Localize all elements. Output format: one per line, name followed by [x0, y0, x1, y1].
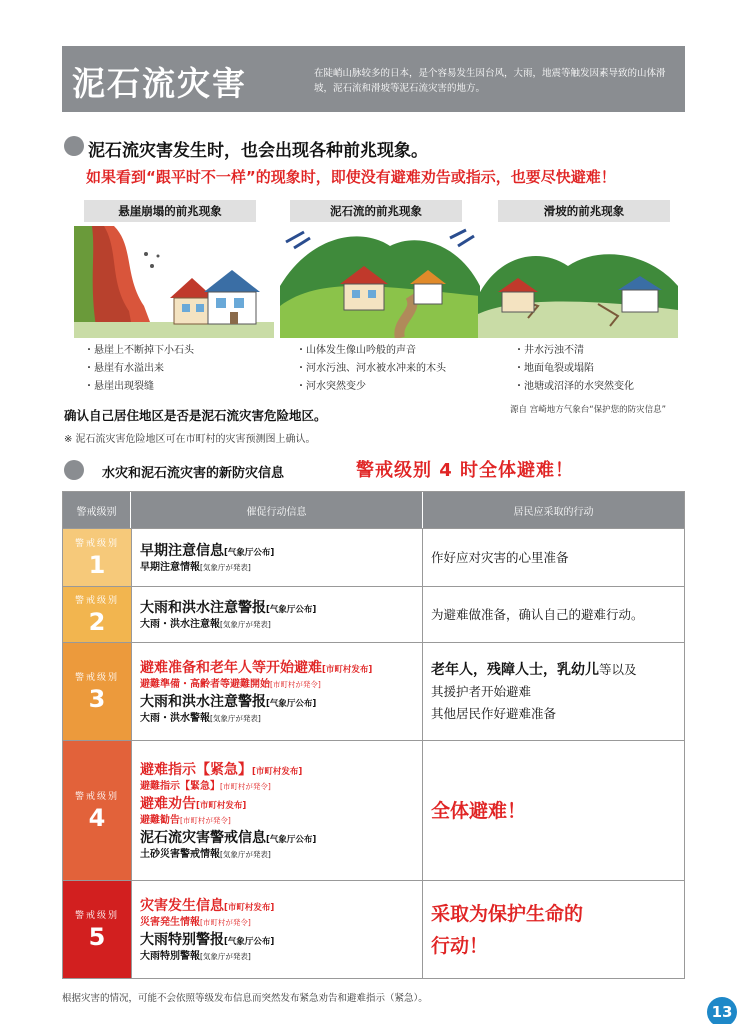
info-cell — [131, 529, 423, 586]
info-cell — [131, 881, 423, 978]
page-number: 13 — [707, 997, 737, 1024]
confirm-text: 确认自己居住地区是否是泥石流灾害危险地区。 — [64, 408, 327, 423]
info-item: 大雨和洪水注意警报[气象厅公布] 大雨・洪水警報[気象庁が発表] — [140, 693, 317, 724]
note-text: ※ 泥石流灾害危险地区可在市町村的灾害预测图上确认。 — [64, 434, 316, 445]
info-item: 灾害发生信息[市町村发布] 災害発生情報[市町村が発令] — [140, 897, 275, 928]
table-row — [63, 586, 684, 642]
list-item: ・地面龟裂或塌陷 — [514, 363, 594, 374]
level-cell: 警戒级别 2 — [63, 587, 131, 642]
section1-title: 泥石流灾害发生时，也会出现各种前兆现象。 — [88, 141, 428, 161]
debris-signs-list — [296, 342, 446, 396]
action-cell: 全体避难！ — [431, 799, 527, 822]
sign-label-debris: 泥石流的前兆现象 — [290, 200, 462, 222]
list-item: ・井水污浊不清 — [514, 345, 584, 356]
info-item: 大雨特别警报[气象厅公布] 大雨特別警報[気象庁が発表] — [140, 931, 275, 962]
list-item: ・山体发生像山吟般的声音 — [296, 345, 416, 356]
sign-label-landslide: 滑坡的前兆现象 — [498, 200, 670, 222]
section2-title: 水灾和泥石流灾害的新防灾信息 — [102, 466, 285, 481]
info-cell — [131, 741, 423, 880]
cliff-signs-list — [84, 342, 194, 396]
page-title: 泥石流灾害 — [72, 64, 247, 103]
list-item: ・悬崖有水溢出来 — [84, 363, 164, 374]
cliff-collapse-illustration — [74, 226, 274, 338]
bullet-dot-icon — [64, 460, 84, 480]
sign-label-cliff: 悬崖崩塌的前兆现象 — [84, 200, 256, 222]
table-row — [63, 740, 684, 880]
table-row — [63, 528, 684, 586]
page-description: 在陡峭山脉较多的日本，是个容易发生因台风，大雨，地震等触发因素导致的山体滑坡，泥石流和滑坡等泥石流灾害的地方。 — [314, 68, 666, 94]
info-item: 泥石流灾害警戒信息[气象厅公布] 土砂災害警戒情報[気象庁が発表] — [140, 829, 317, 860]
list-item: ・池塘或沼泽的水突然变化 — [514, 381, 634, 392]
table-row — [63, 880, 684, 978]
footer-note: 根据灾害的情况，可能不会依照等级发布信息而突然发布紧急劝告和避难指示（紧急）。 — [62, 993, 428, 1004]
header-info: 催促行动信息 — [131, 492, 423, 528]
bullet-dot-icon — [64, 136, 84, 156]
level-cell: 警戒级别 3 — [63, 643, 131, 740]
action-cell: 作好应对灾害的心里准备 — [431, 549, 569, 565]
table-header — [63, 492, 684, 528]
header-level: 警戒级别 — [63, 492, 131, 528]
list-item: ・河水污浊、河水被水冲来的木头 — [296, 363, 446, 374]
debris-flow-illustration — [280, 226, 480, 338]
action-cell: 老年人，残障人士，乳幼儿等以及 其援护者开始避难 其他居民作好避难准备 — [431, 661, 637, 721]
info-item: 大雨和洪水注意警报[气象厅公布] 大雨・洪水注意報[気象庁が発表] — [140, 599, 317, 630]
alert-level-table — [62, 491, 685, 979]
level-cell: 警戒级别 1 — [63, 529, 131, 586]
info-item: 避难准备和老年人等开始避难[市町村发布] 避難準備・高齢者等避難開始[市町村が発令] — [140, 659, 373, 690]
info-item: 避难指示【紧急】[市町村发布] 避難指示【緊急】[市町村が発令] — [140, 761, 303, 792]
info-cell — [131, 587, 423, 642]
level-cell: 警戒级别 5 — [63, 881, 131, 978]
level-cell: 警戒级别 4 — [63, 741, 131, 880]
list-item: ・河水突然变少 — [296, 381, 366, 392]
action-cell: 为避难做准备，确认自己的避难行动。 — [431, 606, 644, 622]
section1-alert: 如果看到“跟平时不一样”的现象时，即使没有避难劝告或指示，也要尽快避难！ — [86, 168, 616, 186]
list-item: ・悬崖出现裂缝 — [84, 381, 154, 392]
source-note: 源自 宫崎地方气象台“保护您的防灾信息” — [510, 405, 667, 415]
table-row — [63, 642, 684, 740]
info-item: 避难劝告[市町村发布] 避難勧告[市町村が発令] — [140, 795, 247, 826]
info-cell — [131, 643, 423, 740]
landslide-signs-list — [514, 342, 634, 396]
info-item: 早期注意信息[气象厅公布] 早期注意情報[気象庁が発表] — [140, 542, 275, 573]
section2-alert: 警戒级别 4 时全体避难！ — [356, 460, 575, 481]
action-cell: 采取为保护生命的 行动！ — [431, 902, 584, 957]
landslide-illustration — [478, 226, 678, 338]
header-banner — [62, 46, 685, 112]
list-item: ・悬崖上不断掉下小石头 — [84, 345, 194, 356]
header-action: 居民应采取的行动 — [513, 506, 594, 518]
